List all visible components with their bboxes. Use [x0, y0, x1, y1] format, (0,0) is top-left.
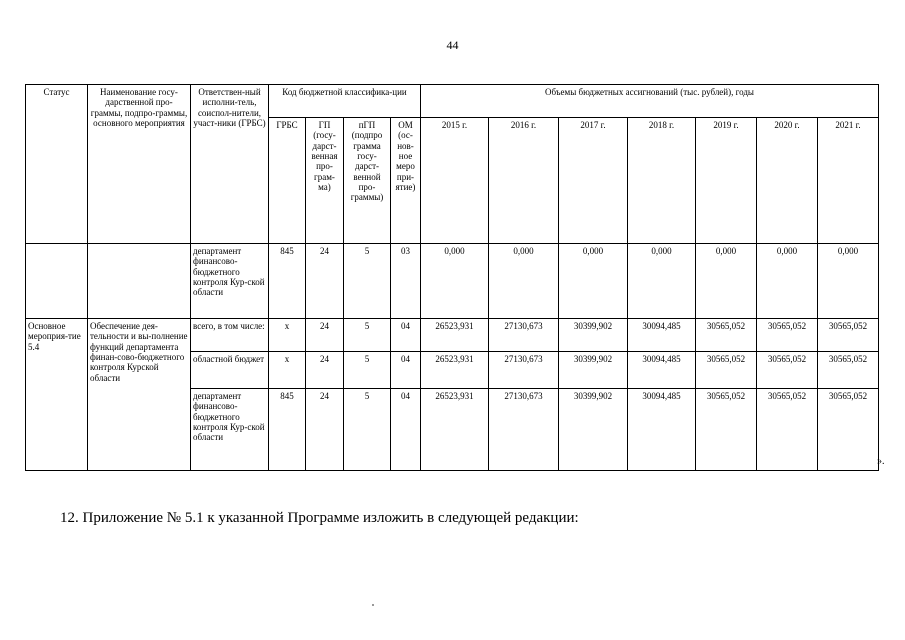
cell-value: 26523,931	[421, 352, 489, 389]
cell-value: 30565,052	[696, 389, 757, 471]
cell-status	[26, 244, 88, 319]
header-year: 2019 г.	[696, 118, 757, 244]
cell-grbs: х	[269, 319, 306, 352]
amendment-paragraph: 12. Приложение № 5.1 к указанной Программе изложить в следующей редакции:	[60, 510, 579, 526]
cell-value: 0,000	[628, 244, 696, 319]
header-year: 2020 г.	[757, 118, 818, 244]
header-responsible: Ответствен-ный исполни-тель, соиспол-нители, участ-ники (ГРБС)	[191, 85, 269, 244]
cell-value: 30565,052	[757, 319, 818, 352]
header-pgp: пГП (подпро грамма госу-дарст-венной про-граммы)	[344, 118, 391, 244]
cell-responsible: областной бюджет	[191, 352, 269, 389]
cell-om: 04	[391, 389, 421, 471]
cell-value: 30094,485	[628, 319, 696, 352]
cell-value: 30565,052	[818, 389, 879, 471]
page-number: 44	[446, 38, 459, 52]
header-volume-group: Объемы бюджетных ассигнований (тыс. рублей), годы	[421, 85, 879, 118]
scan-speck	[372, 604, 374, 606]
cell-value: 0,000	[421, 244, 489, 319]
cell-value: 30399,902	[559, 319, 628, 352]
cell-grbs: 845	[269, 244, 306, 319]
table-row	[26, 244, 879, 319]
header-om: ОМ (ос-нов-ное меро при-ятие)	[391, 118, 421, 244]
cell-pgp: 5	[344, 319, 391, 352]
cell-value: 0,000	[489, 244, 559, 319]
cell-gp: 24	[306, 389, 344, 471]
header-gp: ГП (госу-дарст-венная про-грам-ма)	[306, 118, 344, 244]
header-year: 2018 г.	[628, 118, 696, 244]
cell-pgp: 5	[344, 389, 391, 471]
header-code-group: Код бюджетной классифика-ции	[269, 85, 421, 118]
cell-pgp: 5	[344, 244, 391, 319]
cell-value: 27130,673	[489, 352, 559, 389]
closing-quote-mark: ».	[877, 456, 885, 467]
cell-value: 30399,902	[559, 389, 628, 471]
cell-value: 30094,485	[628, 352, 696, 389]
cell-value: 30565,052	[696, 319, 757, 352]
cell-value: 30565,052	[757, 389, 818, 471]
cell-value: 0,000	[757, 244, 818, 319]
cell-value: 30565,052	[818, 319, 879, 352]
cell-value: 0,000	[696, 244, 757, 319]
cell-value: 30565,052	[696, 352, 757, 389]
header-row-1	[26, 85, 879, 118]
cell-gp: 24	[306, 352, 344, 389]
cell-om: 03	[391, 244, 421, 319]
cell-responsible: департамент финансово-бюджетного контроля Кур-ской области	[191, 244, 269, 319]
cell-name	[88, 244, 191, 319]
cell-value: 30399,902	[559, 352, 628, 389]
header-name: Наименование госу-дарственной про-граммы, подпро-граммы, основного мероприятия	[88, 85, 191, 244]
cell-pgp: 5	[344, 352, 391, 389]
header-year: 2015 г.	[421, 118, 489, 244]
cell-grbs: х	[269, 352, 306, 389]
cell-responsible: департамент финансово-бюджетного контроля Кур-ской области	[191, 389, 269, 471]
cell-om: 04	[391, 319, 421, 352]
cell-value: 30565,052	[818, 352, 879, 389]
cell-gp: 24	[306, 319, 344, 352]
cell-name: Обеспечение дея-тельности и вы-полнение функций департамента финан-сово-бюджетного контроля Курской области	[88, 319, 191, 471]
budget-table	[25, 84, 879, 471]
header-year: 2021 г.	[818, 118, 879, 244]
header-year: 2017 г.	[559, 118, 628, 244]
cell-gp: 24	[306, 244, 344, 319]
cell-grbs: 845	[269, 389, 306, 471]
header-year: 2016 г.	[489, 118, 559, 244]
cell-value: 30094,485	[628, 389, 696, 471]
cell-value: 27130,673	[489, 389, 559, 471]
header-status: Статус	[26, 85, 88, 244]
cell-value: 30565,052	[757, 352, 818, 389]
cell-value: 26523,931	[421, 319, 489, 352]
cell-om: 04	[391, 352, 421, 389]
cell-value: 0,000	[559, 244, 628, 319]
cell-value: 0,000	[818, 244, 879, 319]
cell-value: 26523,931	[421, 389, 489, 471]
cell-value: 27130,673	[489, 319, 559, 352]
cell-status: Основное мероприя-тие 5.4	[26, 319, 88, 471]
table-row	[26, 319, 879, 352]
cell-responsible: всего, в том числе:	[191, 319, 269, 352]
header-grbs: ГРБС	[269, 118, 306, 244]
